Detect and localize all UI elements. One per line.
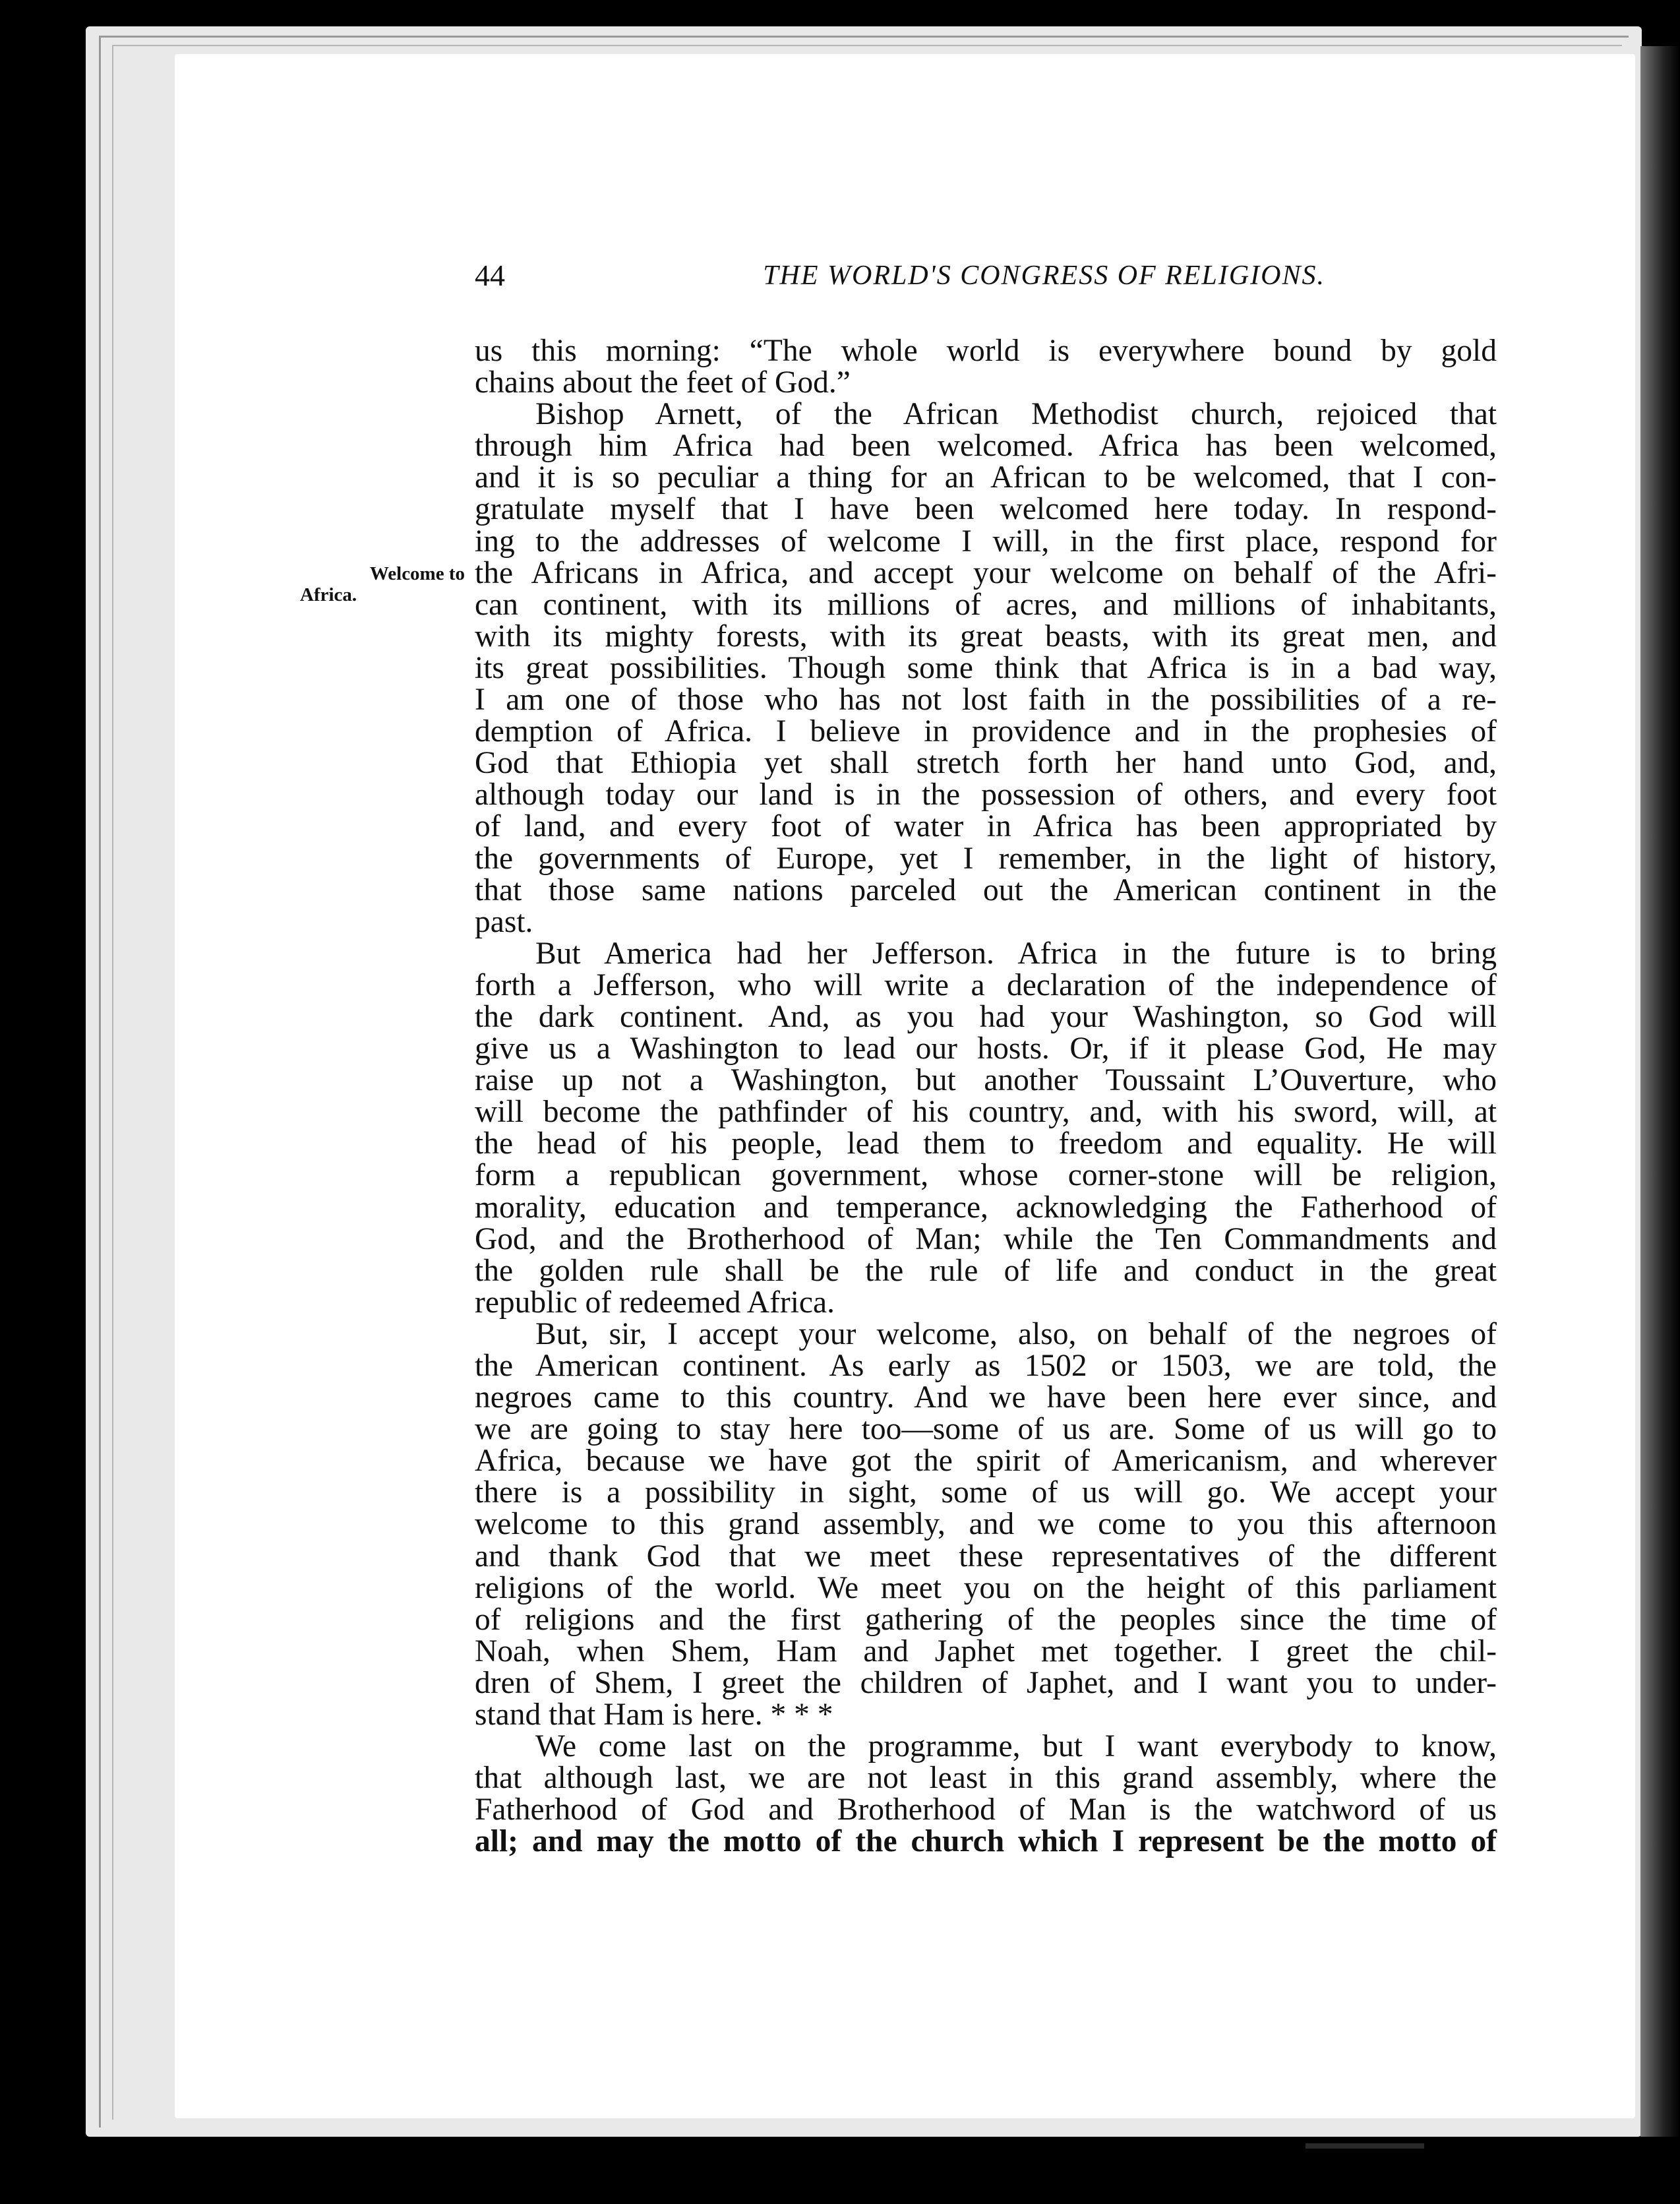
text-line: the head of his people, lead them to freedom and equality. He will — [475, 1126, 1497, 1161]
text-line: the Africans in Africa, and accept your welcome on behalf of the Afri- — [475, 555, 1497, 590]
text-line: and thank God that we meet these representatives of the different — [475, 1539, 1497, 1574]
body-text — [475, 335, 1497, 1858]
text-line: But, sir, I accept your welcome, also, on behalf of the negroes of — [535, 1316, 1497, 1351]
text-line: the American continent. As early as 1502 or 1503, we are told, the — [475, 1349, 1497, 1383]
text-line: through him Africa had been welcomed. Africa has been welcomed, — [475, 429, 1497, 464]
text-line: God that Ethiopia yet shall stretch forth her hand unto God, and, — [475, 746, 1497, 781]
text-line: forth a Jefferson, who will write a declaration of the independence of — [475, 967, 1497, 1002]
text-line: God, and the Brotherhood of Man; while the Ten Commandments and — [475, 1221, 1497, 1256]
text-line: religions of the world. We meet you on the height of this parliament — [475, 1570, 1497, 1605]
text-line: chains about the feet of God.” — [475, 365, 851, 400]
text-line: give us a Washington to lead our hosts. Or, if it please God, He may — [475, 1031, 1497, 1066]
text-line: past. — [475, 904, 533, 939]
text-line: all; and may the motto of the church which I represent be the motto of — [475, 1824, 1497, 1859]
text-line: ing to the addresses of welcome I will, in the first place, respond for — [475, 524, 1497, 559]
running-title: THE WORLD'S CONGRESS OF RELIGIONS. — [763, 260, 1325, 291]
text-line: with its mighty forests, with its great beasts, with its great men, and — [475, 619, 1497, 654]
text-line: Bishop Arnett, of the African Methodist church, rejoiced that — [535, 397, 1497, 432]
text-line: that although last, we are not least in this grand assembly, where the — [475, 1761, 1497, 1796]
text-line: negroes came to this country. And we have been here ever since, and — [475, 1380, 1497, 1415]
margin-note — [300, 563, 465, 605]
text-line: of religions and the first gathering of the peoples since the time of — [475, 1602, 1497, 1637]
scan-artifact — [1305, 2143, 1424, 2149]
text-line: dren of Shem, I greet the children of Japhet, and I want you to under- — [475, 1665, 1497, 1700]
text-line: of land, and every foot of water in Africa has been appropriated by — [475, 809, 1497, 844]
text-line: Africa, because we have got the spirit of Americanism, and wherever — [475, 1444, 1497, 1479]
text-line: I am one of those who has not lost faith in the possibilities of a re- — [475, 683, 1497, 718]
text-line: and it is so peculiar a thing for an African to be welcomed, that I con- — [475, 460, 1497, 495]
text-line: gratulate myself that I have been welcomed here today. In respond- — [475, 492, 1497, 527]
book-edge-shadow — [1640, 46, 1680, 2137]
text-line: the governments of Europe, yet I remember, in the light of history, — [475, 841, 1497, 876]
text-line: its great possibilities. Though some think that Africa is in a bad way, — [475, 650, 1497, 685]
text-line: we are going to stay here too—some of us are. Some of us will go to — [475, 1412, 1497, 1447]
text-line: stand that Ham is here. * * * — [475, 1698, 833, 1732]
text-line: welcome to this grand assembly, and we come to you this afternoon — [475, 1507, 1497, 1542]
text-line: form a republican government, whose corner-stone will be religion, — [475, 1158, 1497, 1193]
page-header — [475, 256, 1325, 295]
text-line: raise up not a Washington, but another Toussaint L’Ouverture, who — [475, 1063, 1497, 1098]
text-line: the golden rule shall be the rule of life and conduct in the great — [475, 1253, 1497, 1288]
text-line: morality, education and temperance, acknowledging the Fatherhood of — [475, 1190, 1497, 1225]
text-line: although today our land is in the possession of others, and every foot — [475, 778, 1497, 812]
text-line: But America had her Jefferson. Africa in the future is to bring — [535, 936, 1497, 971]
text-line: there is a possibility in sight, some of us will go. We accept your — [475, 1475, 1497, 1510]
margin-note-line-1: Welcome to — [369, 563, 465, 584]
text-line: us this morning: “The whole world is everywhere bound by gold — [475, 334, 1497, 368]
text-line: Noah, when Shem, Ham and Japhet met together. I greet the chil- — [475, 1634, 1497, 1668]
text-line: the dark continent. And, as you had your Washington, so God will — [475, 999, 1497, 1034]
text-line: can continent, with its millions of acres, and millions of inhabitants, — [475, 587, 1497, 622]
text-line: that those same nations parceled out the American continent in the — [475, 872, 1497, 907]
page-number: 44 — [475, 259, 505, 292]
margin-note-line-2: Africa. — [300, 584, 357, 605]
text-line: Fatherhood of God and Brotherhood of Man is the watchword of us — [475, 1792, 1497, 1827]
text-line: will become the pathfinder of his country, and, with his sword, will, at — [475, 1095, 1497, 1130]
text-line: We come last on the programme, but I want everybody to know, — [535, 1729, 1497, 1764]
text-line: republic of redeemed Africa. — [475, 1285, 835, 1320]
text-line: demption of Africa. I believe in providence and in the prophesies of — [475, 714, 1497, 749]
